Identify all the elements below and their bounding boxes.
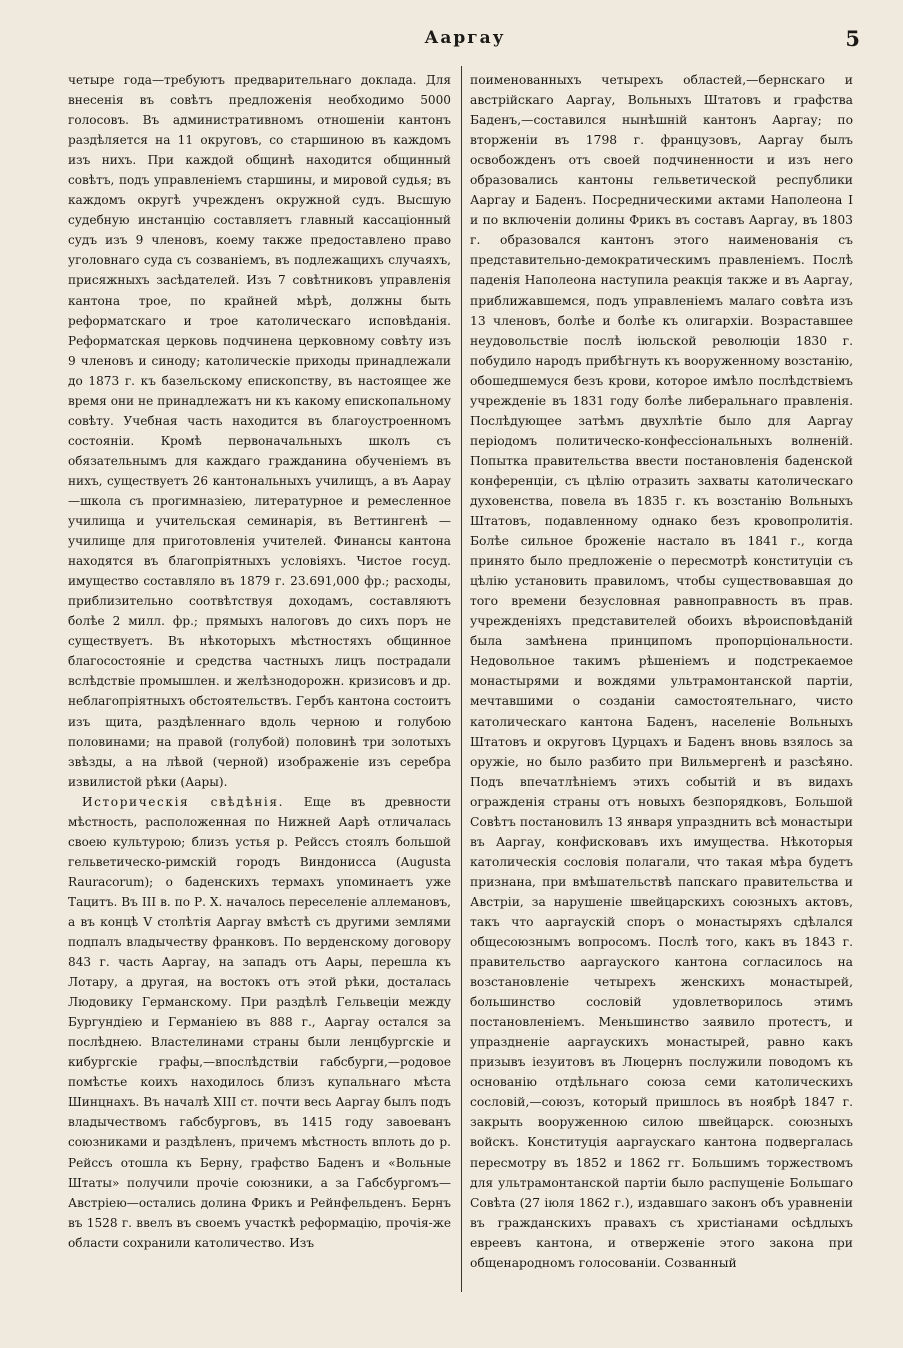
history-text: Еще въ древности мѣстность, расположенная по Нижней Аарѣ отличалась своею культурою; близъ устья р. Рейссъ стоялъ большой гельветическо-римскій городъ Виндонисса (Augusta Rauracorum); о баденскихъ термахъ упоминаетъ уже Тацитъ. Въ III в. по Р. X. началось переселеніе аллемановъ, а въ концѣ V столѣтія Ааргау вмѣстѣ съ другими землями подпалъ владычеству франковъ. По верденскому договору 843 г. часть Ааргау, на западъ отъ Аары, перешла къ Лотару, а другая, на востокъ отъ этой рѣки, досталась Людовику Германскому. При раздѣлѣ Гельвеціи между Бургундіею и Германіею въ 888 г., Ааргау остался за послѣднею. Властелинами страны были ленцбургскіе и кибургскіе графы,—впослѣдствіи габсбурги,—родовое помѣстье коихъ находилось близъ купальнаго мѣста Шинцнахъ. Въ началѣ XIII ст. почти весь Ааргау былъ подъ владычествомъ габсбурговъ, въ 1415 году завоеванъ союзниками и раздѣленъ, причемъ мѣстность вплоть до р. Рейссъ отошла къ Берну, графство Баденъ и «Вольные Штаты» получили прочіе союзники, а за Габсбургомъ—Австріею—остались долина Фрикъ и Рейнфельденъ. Бернъ въ 1528 г. ввелъ въ своемъ участкѣ реформацію, прочія-же области сохранили католичество. Изъ: [68, 794, 451, 1250]
left-paragraph-2: [68, 792, 451, 1253]
right-paragraph-1: поименованныхъ четырехъ областей,—бернскаго и австрійскаго Ааргау, Вольныхъ Штатовъ и графства Баденъ,—составился нынѣшній кантонъ Ааргау; по вторженіи въ 1798 г. французовъ, Ааргау былъ освобожденъ отъ своей подчиненности и изъ него образовались кантоны гельветической республики Ааргау и Баденъ. Посредническими актами Наполеона I и по включеніи долины Фрикъ въ составъ Ааргау, въ 1803 г. образовался кантонъ этого наименованія съ представительно-демократическимъ правленіемъ. Послѣ паденія Наполеона наступила реакція также и въ Ааргау, приближавшемся, подъ управленіемъ малаго совѣта изъ 13 членовъ, болѣе и болѣе къ олигархіи. Возраставшее неудовольствіе послѣ іюльской революціи 1830 г. побудило народъ прибѣгнуть къ вооруженному возстанію, обошедшемуся безъ крови, которое имѣло послѣдствіемъ учрежденіе въ 1831 году болѣе либеральнаго правленія. Послѣдующее затѣмъ двухлѣтіе было для Ааргау періодомъ политическо-конфессіональныхъ волненій. Попытка правительства ввести постановленія баденской конференціи, съ цѣлію отразить захваты католическаго духовенства, повела въ 1835 г. къ возстанію Вольныхъ Штатовъ, подавленному однако безъ кровопролитія. Болѣе сильное броженіе настало въ 1841 г., когда принято было предложеніе о пересмотрѣ конституціи съ цѣлію установить правиломъ, чтобы существовавшая до того времени безусловная равноправность въ прав. учрежденіяхъ представителей обоихъ вѣроисповѣданій была замѣнена принципомъ пропорціональности. Недовольное такимъ рѣшеніемъ и подстрекаемое монастырями и вождями ультрамонтанской партіи, мечтавшими о созданіи самостоятельнаго, чисто католическаго кантона Баденъ, населеніе Вольныхъ Штатовъ и округовъ Цурцахъ и Баденъ вновь взялось за оружіе, но было разбито при Вильмергенѣ и разсѣяно. Подъ впечатлѣніемъ этихъ событій и въ видахъ огражденія страны отъ новыхъ безпорядковъ, Большой Совѣтъ постановилъ 13 января упразднить всѣ монастыри въ Ааргау, конфисковавъ ихъ имущества. Нѣкоторыя католическія сословія полагали, что такая мѣра будетъ признана, при вмѣшательствѣ папскаго правительства и Австріи, за нарушеніе швейцарскихъ союзныхъ актовъ, такъ что ааргаускій споръ о монастыряхъ сдѣлался общесоюзнымъ вопросомъ. Послѣ того, какъ въ 1843 г. правительство ааргауского кантона согласилось на возстановленіе четырехъ женскихъ монастырей, большинство сословій удовлетворилось этимъ постановленіемъ. Меньшинство заявило протестъ, и упраздненіе ааргаускихъ монастырей, равно какъ призывъ іезуитовъ въ Люцернъ послужили поводомъ къ основанію отдѣльнаго союза семи католическихъ сословій,—союзъ, который пришлось въ ноябрѣ 1847 г. закрыть вооруженною силою швейцарск. союзныхъ войскъ. Конституція ааргаускаго кантона подвергалась пересмотру въ 1852 и 1862 гг. Большимъ торжествомъ для ультрамонтанской партіи было распущеніе Большаго Совѣта (27 іюля 1862 г.), издавшаго законъ объ уравненіи въ гражданскихъ правахъ съ христіанами осѣдлыхъ евреевъ кантона, и отверженіе этого закона при общенародномъ голосованіи. Созванный: [470, 73, 853, 1270]
right-column: [470, 70, 853, 1273]
header: [70, 28, 860, 52]
left-column: [68, 70, 451, 1253]
column-divider: [461, 66, 462, 1292]
running-head-title: Ааргау: [424, 28, 506, 48]
page-number: 5: [845, 26, 860, 51]
history-heading: Историческія свѣдѣнія.: [82, 794, 285, 809]
left-paragraph-1: четыре года—требуютъ предварительнаго доклада. Для внесенія въ совѣтъ предложенія необходимо 5000 голосовъ. Въ административномъ отношеніи кантонъ раздѣляется на 11 округовъ, со старшиною въ каждомъ изъ нихъ. При каждой общинѣ находится общинный совѣтъ, подъ управленіемъ старшины, и мировой судья; въ каждомъ округѣ учрежденъ окружной судъ. Высшую судебную инстанцію составляетъ главный кассаціонный судъ изъ 9 членовъ, коему также предоставлено право уголовнаго суда съ созваніемъ, въ подлежащихъ случаяхъ, присяжныхъ засѣдателей. Изъ 7 совѣтниковъ управленія кантона трое, по крайней мѣрѣ, должны быть реформатскаго и трое католическаго исповѣданія. Реформатская церковь подчинена церковному совѣту изъ 9 членовъ и синоду; католическіе приходы принадлежали до 1873 г. къ базельскому епископству, въ настоящее же время они не принадлежатъ ни къ какому епископальному совѣту. Учебная часть находится въ благоустроенномъ состояніи. Кромѣ первоначальныхъ школъ съ обязательнымъ для каждаго гражданина обученіемъ въ нихъ, существуетъ 26 кантональныхъ училищъ, а въ Аарау—школа съ прогимназіею, литературное и ремесленное училища и учительская семинарія, въ Веттингенѣ — училище для приготовленія учителей. Финансы кантона находятся въ благопріятныхъ условіяхъ. Чистое госуд. имущество составляло въ 1879 г. 23.691,000 фр.; расходы, приблизительно соотвѣтствуя доходамъ, составляютъ болѣе 2 милл. фр.; прямыхъ налоговъ до сихъ поръ не существуетъ. Въ нѣкоторыхъ мѣстностяхъ общинное благосостояніе и средства частныхъ лицъ пострадали вслѣдствіе промышлен. и желѣзнодорожн. кризисовъ и др. неблагопріятныхъ обстоятельствъ. Гербъ кантона состоитъ изъ щита, раздѣленнаго вдоль черною и голубою половинами; на правой (голубой) половинѣ три золотыхъ звѣзды, а на лѣвой (черной) изображеніе изъ серебра извилистой рѣки (Аары).: [68, 73, 451, 789]
